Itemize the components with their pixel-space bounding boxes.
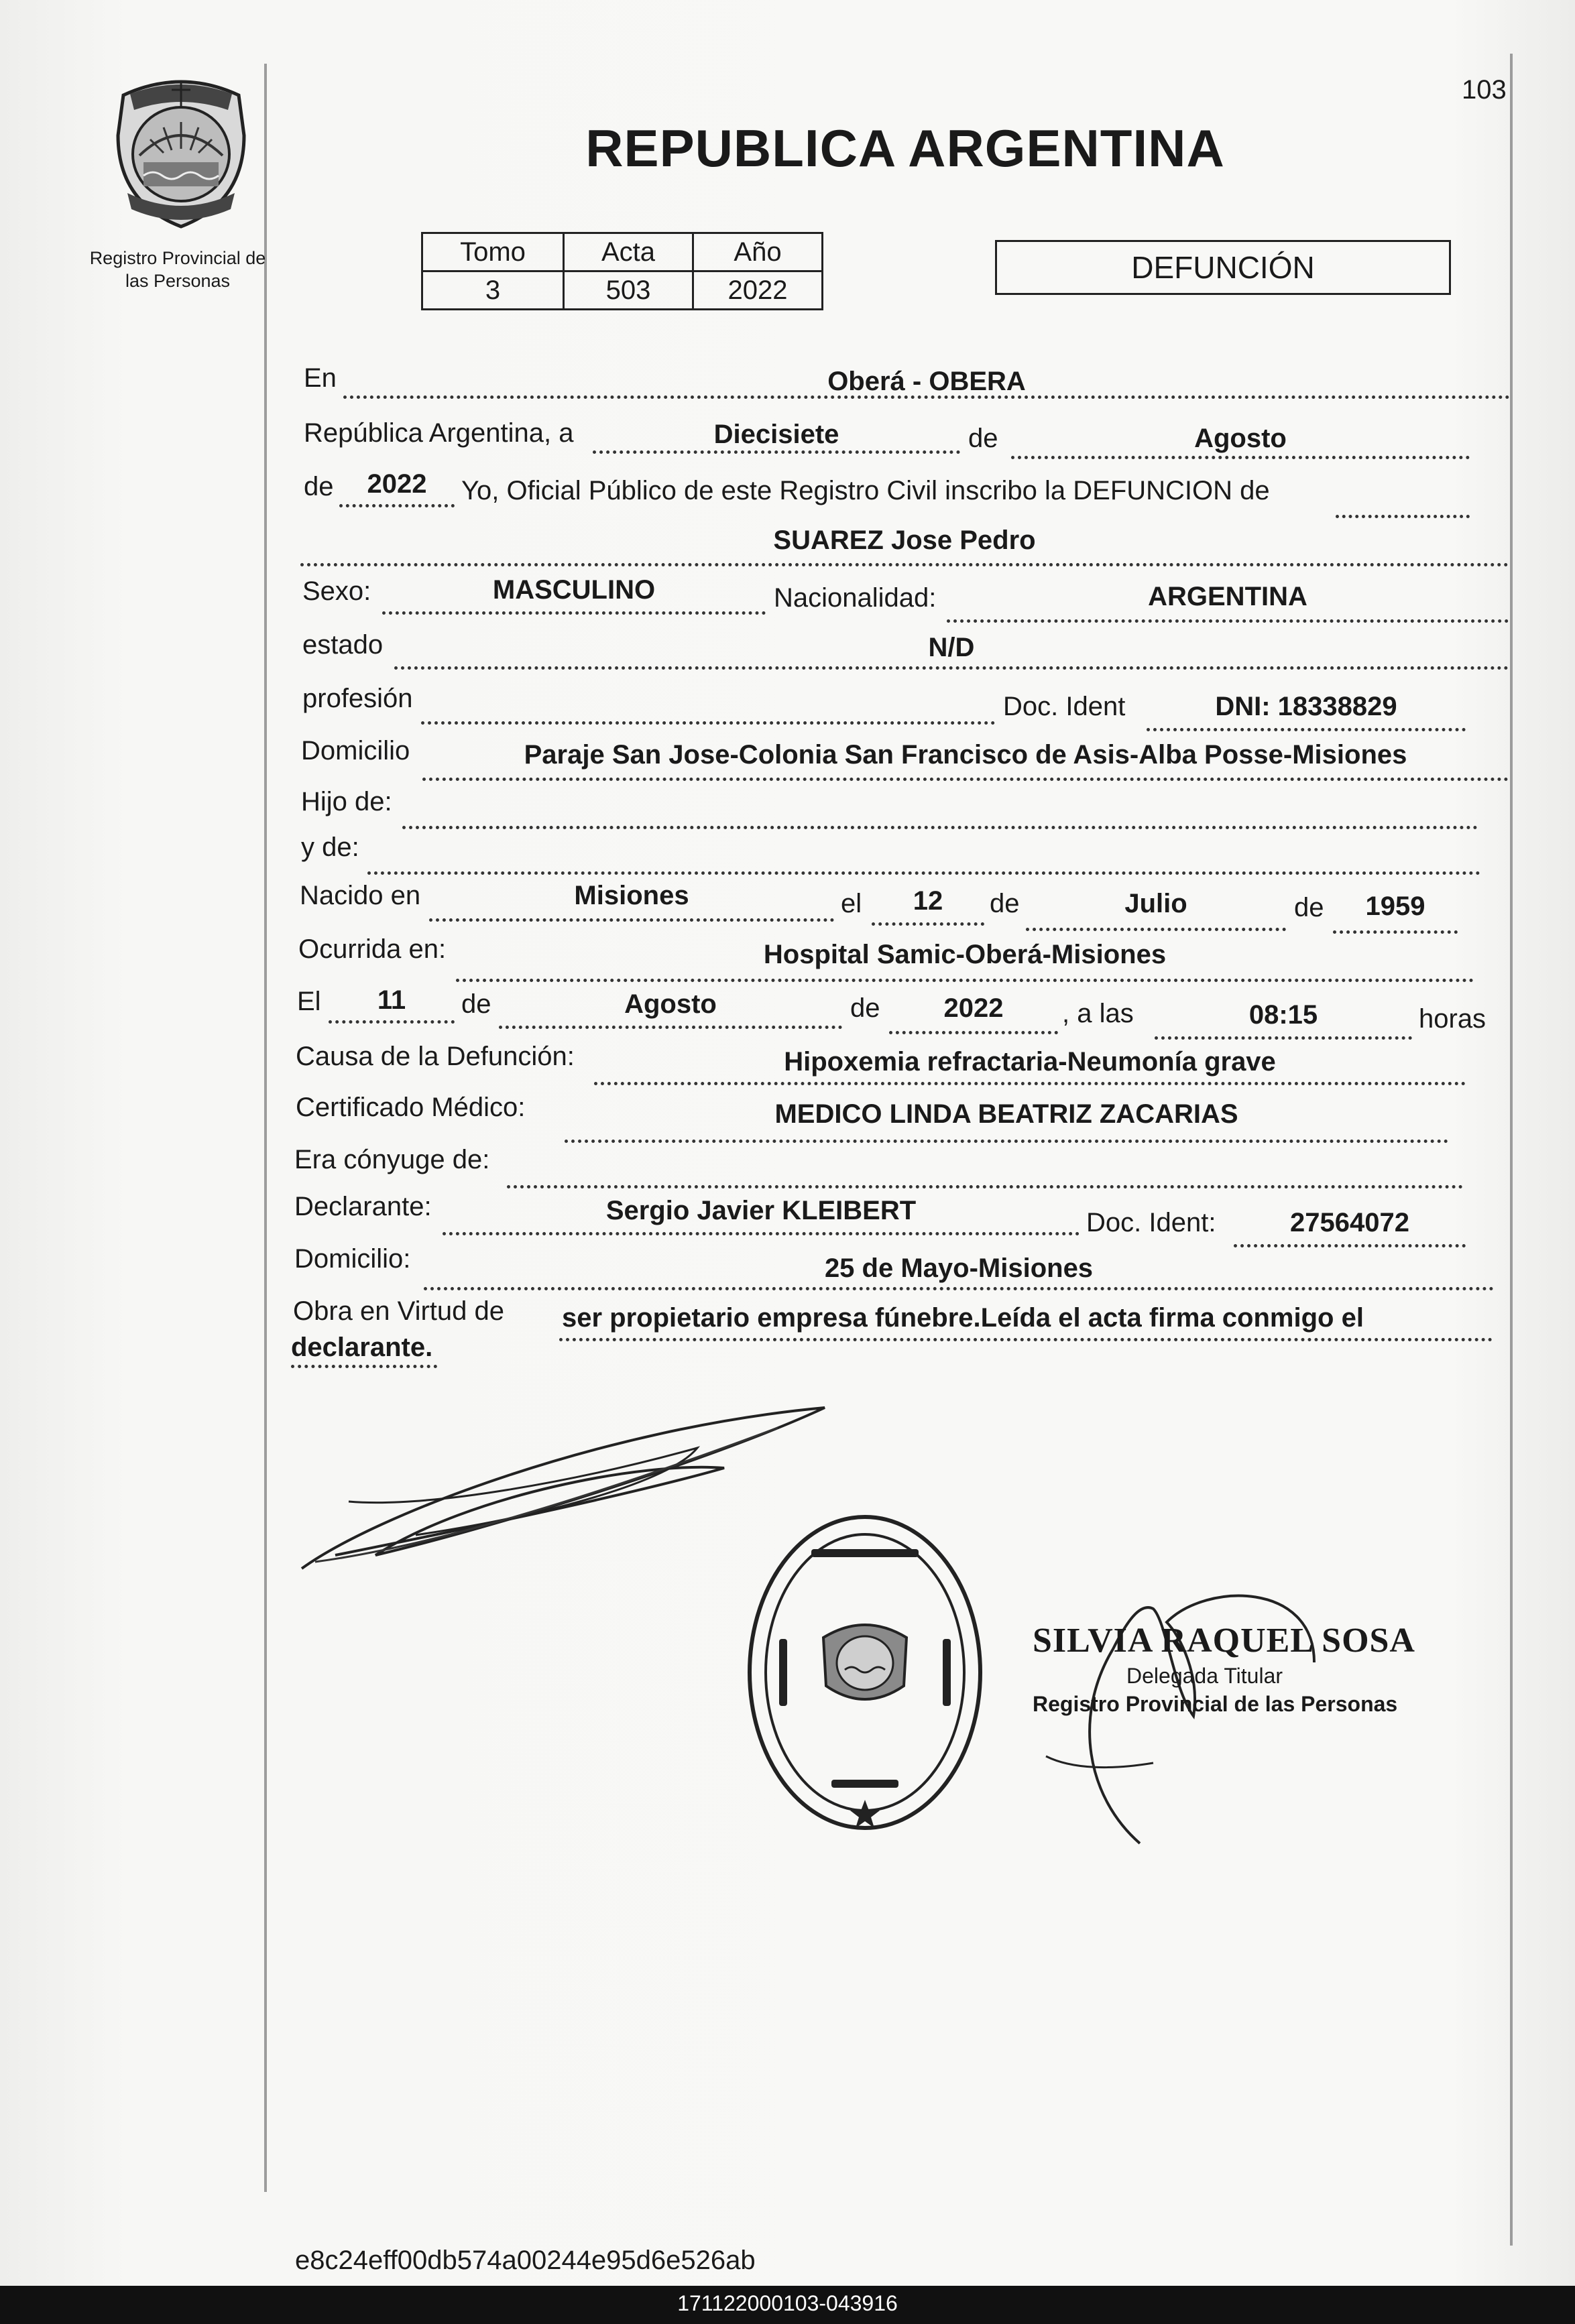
record-type-box: DEFUNCIÓN bbox=[995, 240, 1451, 295]
dotted-line bbox=[1147, 728, 1466, 731]
dotted-line bbox=[872, 922, 984, 926]
dotted-line bbox=[947, 619, 1509, 623]
tomo-value: 3 bbox=[422, 271, 564, 310]
dotted-line bbox=[1155, 1036, 1412, 1040]
dotted-line bbox=[593, 450, 960, 454]
dotted-line bbox=[1336, 515, 1470, 518]
document-title: REPUBLICA ARGENTINA bbox=[585, 119, 1225, 178]
field-nac-anio: 1959 bbox=[1365, 892, 1425, 921]
dotted-line bbox=[559, 1338, 1493, 1341]
registry-label: Registro Provincial de las Personas bbox=[89, 248, 266, 291]
dotted-line bbox=[443, 1232, 1080, 1235]
field-nac-dia: 12 bbox=[913, 886, 943, 916]
anio-header: Año bbox=[693, 233, 823, 271]
dotted-line bbox=[367, 871, 1480, 875]
officer-role: Delegada Titular bbox=[1126, 1664, 1283, 1688]
dotted-line bbox=[1011, 456, 1470, 459]
dotted-line bbox=[402, 826, 1478, 829]
dotted-line bbox=[291, 1365, 437, 1368]
label-conyuge: Era cónyuge de: bbox=[294, 1145, 490, 1174]
field-nacionalidad: ARGENTINA bbox=[1148, 582, 1307, 611]
dotted-line bbox=[300, 563, 1509, 566]
label-causa: Causa de la Defunción: bbox=[296, 1042, 575, 1071]
field-mes: Agosto bbox=[1194, 424, 1287, 453]
label-sexo: Sexo: bbox=[302, 576, 371, 606]
label-nacionalidad: Nacionalidad: bbox=[774, 583, 937, 613]
label-domicilio-declarante: Domicilio: bbox=[294, 1244, 411, 1274]
field-nacido-en: Misiones bbox=[574, 881, 689, 910]
tomo-header: Tomo bbox=[422, 233, 564, 271]
label-hijo-de: Hijo de: bbox=[301, 787, 392, 816]
label-republica: República Argentina, a bbox=[304, 418, 574, 448]
margin-line-left bbox=[264, 64, 267, 2192]
barcode-text: 171122000103-043916 bbox=[677, 2291, 898, 2315]
field-dia: Diecisiete bbox=[713, 420, 839, 449]
label-de-nac1: de bbox=[990, 889, 1020, 918]
field-certificado: MEDICO LINDA BEATRIZ ZACARIAS bbox=[774, 1099, 1238, 1129]
label-profesion: profesión bbox=[302, 684, 413, 713]
label-doc-ident-declarante: Doc. Ident: bbox=[1086, 1208, 1216, 1237]
label-de: de bbox=[968, 424, 998, 453]
label-de-m1: de bbox=[461, 989, 491, 1019]
label-en: En bbox=[304, 363, 337, 393]
label-certificado: Certificado Médico: bbox=[296, 1093, 526, 1122]
field-nac-mes: Julio bbox=[1124, 889, 1187, 918]
field-causa: Hipoxemia refractaria-Neumonía grave bbox=[784, 1047, 1276, 1077]
dotted-line bbox=[382, 611, 766, 615]
field-estado: N/D bbox=[928, 633, 975, 662]
label-a-las: , a las bbox=[1062, 999, 1134, 1028]
officer-organization: Registro Provincial de las Personas bbox=[1033, 1692, 1398, 1716]
label-obra: Obra en Virtud de bbox=[293, 1296, 505, 1326]
label-horas: horas bbox=[1419, 1004, 1486, 1034]
field-ocurrida-en: Hospital Samic-Oberá-Misiones bbox=[763, 940, 1167, 969]
dotted-line bbox=[889, 1031, 1058, 1034]
provincia-misiones-emblem bbox=[110, 75, 252, 231]
officer-name: SILVIA RAQUEL SOSA bbox=[1033, 1622, 1415, 1660]
dotted-line bbox=[456, 979, 1474, 982]
label-doc-ident: Doc. Ident bbox=[1003, 692, 1126, 721]
field-nombre: SUAREZ Jose Pedro bbox=[773, 526, 1036, 555]
field-declarante-domicilio: 25 de Mayo-Misiones bbox=[824, 1253, 1094, 1283]
dotted-line bbox=[565, 1140, 1448, 1143]
field-sexo: MASCULINO bbox=[492, 575, 656, 605]
dotted-line bbox=[429, 918, 834, 922]
label-oficial: Yo, Oficial Público de este Registro Civil inscribo la DEFUNCION de bbox=[461, 476, 1270, 505]
anio-value: 2022 bbox=[693, 271, 823, 310]
field-lugar: Oberá - OBERA bbox=[827, 367, 1026, 396]
dotted-line bbox=[394, 666, 1509, 670]
field-hora: 08:15 bbox=[1248, 1000, 1318, 1030]
field-anio: 2022 bbox=[367, 469, 427, 499]
label-estado: estado bbox=[302, 630, 384, 660]
field-fall-mes: Agosto bbox=[624, 989, 717, 1019]
record-reference-table bbox=[421, 232, 823, 310]
registry-stamp bbox=[744, 1512, 986, 1833]
dotted-line bbox=[329, 1020, 455, 1024]
label-de-m2: de bbox=[850, 993, 880, 1023]
label-el: el bbox=[841, 889, 862, 918]
label-nacido-en: Nacido en bbox=[300, 881, 421, 910]
field-dni: DNI: 18338829 bbox=[1215, 692, 1397, 721]
dotted-line bbox=[1333, 930, 1458, 934]
field-obra-linea2: declarante. bbox=[291, 1333, 433, 1362]
label-el-muerte: El bbox=[297, 987, 321, 1016]
label-domicilio: Domicilio bbox=[301, 736, 410, 766]
dotted-line bbox=[421, 721, 995, 725]
label-declarante: Declarante: bbox=[294, 1192, 432, 1221]
dotted-line bbox=[422, 778, 1509, 781]
page-number: 103 bbox=[1462, 75, 1507, 105]
label-y-de: y de: bbox=[301, 833, 359, 862]
acta-value: 503 bbox=[564, 271, 693, 310]
field-declarante-doc: 27564072 bbox=[1290, 1208, 1409, 1237]
field-obra-linea1: ser propietario empresa fúnebre.Leída el acta firma conmigo el bbox=[562, 1303, 1364, 1333]
field-domicilio: Paraje San Jose-Colonia San Francisco de Asis-Alba Posse-Misiones bbox=[524, 740, 1407, 770]
dotted-line bbox=[594, 1082, 1466, 1085]
dotted-line bbox=[339, 504, 455, 507]
label-de-year: de bbox=[304, 472, 334, 501]
dotted-line bbox=[1234, 1244, 1466, 1247]
dotted-line bbox=[507, 1185, 1463, 1188]
dotted-line bbox=[499, 1026, 842, 1029]
dotted-line bbox=[1026, 928, 1286, 931]
acta-header: Acta bbox=[564, 233, 693, 271]
field-declarante: Sergio Javier KLEIBERT bbox=[605, 1196, 917, 1225]
margin-line-right bbox=[1510, 54, 1513, 2246]
field-fall-dia: 11 bbox=[377, 985, 406, 1015]
dotted-line bbox=[424, 1287, 1494, 1290]
label-de-nac2: de bbox=[1294, 893, 1324, 922]
field-fall-anio: 2022 bbox=[943, 993, 1004, 1023]
document-hash: e8c24eff00db574a00244e95d6e526ab bbox=[295, 2246, 756, 2275]
label-ocurrida-en: Ocurrida en: bbox=[298, 934, 447, 964]
